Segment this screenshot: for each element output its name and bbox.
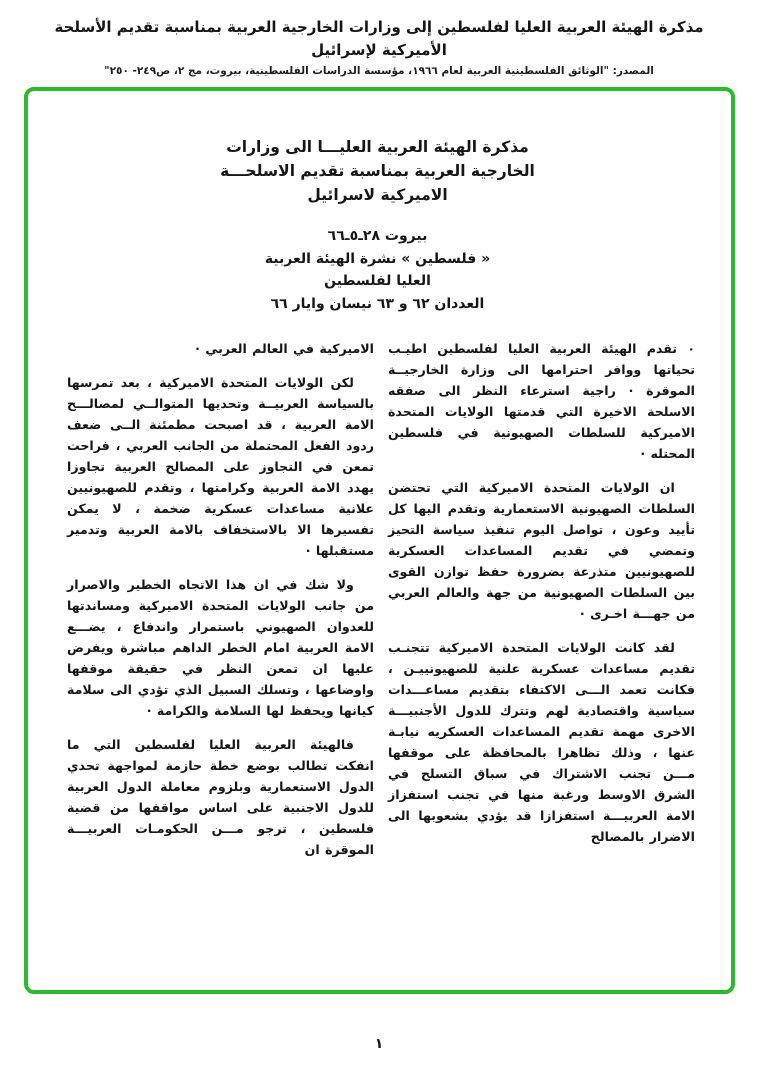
- paragraph: لكن الولايات المتحدة الاميركية ، بعد تمرسها بالسياسة العربيــة وتحديها المتوالــي لمصالـــح الامة العربية ، قد اصبحت مطمئنة الــى ضعف ردود الفعل المحتملة من الجانب العربي ، فراحت تمعن في التجاوز على المصالح العربية تجاوزا يهدد الامة العربية وكرامتها ، وتقدم للصهيونيين علانية مساعدات عسكرية ضخمة ، لا يمكن تفسيرها الا بالاستخفاف بالامة العربية وتدمير مستقبلها ·: [67, 374, 374, 558]
- publication-meta-block: [60, 225, 695, 316]
- paragraph: ٠ تقدم الهيئة العربية العليا لفلسطين اطيـب تحياتها ووافر احترامها الى وزارة الخارجيــة الموقرة · راجية استرعاء النظر الى صفقه الاسلحة الاخيرة التي قدمتها الولايات المتحدة الاميركية للسلطات الصهيونية في فلسطين المحتله ·: [388, 340, 695, 461]
- document-title-line-3: الاميركية لاسرائيل: [307, 186, 448, 205]
- meta-place-date: بيروت ٢٨ـ٥ـ٦٦: [327, 228, 428, 245]
- document-title-line-1: مذكرة الهيئة العربية العليـــا الى وزارات: [226, 138, 529, 156]
- left-column: [67, 338, 374, 873]
- document-header-title: مذكرة الهيئة العربية العليا لفلسطين إلى وزارات الخارجية العربية بمناسبة تقديم الأسلحة الأميركية لإسرائيل: [54, 18, 704, 59]
- page-number: ١: [374, 1036, 384, 1052]
- paragraph: لقد كانت الولايات المتحدة الاميركية تتجنـب تقديم مساعدات عسكرية علنية للصهيونييـن ، فكانت تعمد الـــى الاكتفاء بتقديم مساعـــدات سياسية واقتصادية لهم وتترك للدول الأجنبيـــة الاخرى مهمة تقديم المساعدات العسكريه نيابـة عنها ، وذلك تظاهرا بالمحافظة على موقفها مـــن تجنب الاشتراك في سباق التسلح في الشرق الاوسط ورغبة منها في تجنب استفزاز الامة العربيـــة استفزازا قد يؤدي بشعوبها الى الاضرار بالمصالح: [388, 639, 695, 844]
- paragraph: فالهيئة العربية العليا لفلسطين التي ما انفكت تطالب بوضع خطة حازمة لمواجهة تحدي الدول الاستعمارية وبلزوم معاملة الدول العربية للدول الاجنبية على اساس مواقفها من قضية فلسطين ، ترجو مـــن الحكومـات العربيـــة الموقرة ان: [67, 736, 374, 857]
- meta-bulletin-name: « فلسطين » نشرة الهيئة العربية: [264, 250, 491, 267]
- meta-bulletin-name-2: العليا لفلسطين: [324, 273, 431, 290]
- document-frame: [24, 87, 735, 994]
- source-citation: المصدر: "الوثائق الفلسطينية العربية لعام ١٩٦٦، مؤسسة الدراسات الفلسطينية، بيروت، مج ٢، ص٢٤٩- ٢٥٠": [104, 65, 654, 77]
- paragraph: ان الولايات المتحدة الاميركية التي تحتضن السلطات الصهيونية الاستعمارية وتقدم اليها كل تأييد وعون ، تواصل اليوم تنفيذ سياسة التحيز وتمضي في تقديم المساعدات العسكرية للصهيونيين متذرعة بضرورة حفظ توازن القوى بين السلطات الصهيونية من جهة والعالم العربي من جهـــة اخـرى ·: [388, 479, 695, 621]
- document-title-block: [60, 135, 695, 207]
- page-header: [20, 16, 738, 77]
- two-column-body: [60, 338, 695, 873]
- right-column: [388, 338, 695, 873]
- paragraph: ولا شك في ان هذا الاتجاه الخطير والاصرار من جانب الولايات المتحدة الاميركية ومساندتها للعدوان الصهيوني باستمرار واندفاع ، يضـــع الامة العربية امام الخطر الداهم مباشرة ويفرض عليها ان تمعن النظر في حقيقة موقفها واوضاعها ، وتسلك السبيل الذي تؤدي الى سلامة كيانها ويحفظ لها السلامة والكرامة ·: [67, 576, 374, 718]
- meta-issue-numbers: العددان ٦٢ و ٦٣ نيسان وايار ٦٦: [270, 296, 485, 313]
- paragraph-continuation: الاميركية في العالم العربي ·: [195, 340, 374, 356]
- document-title-line-2: الخارجية العربية بمناسبة تقديم الاسلحـــة: [220, 162, 535, 181]
